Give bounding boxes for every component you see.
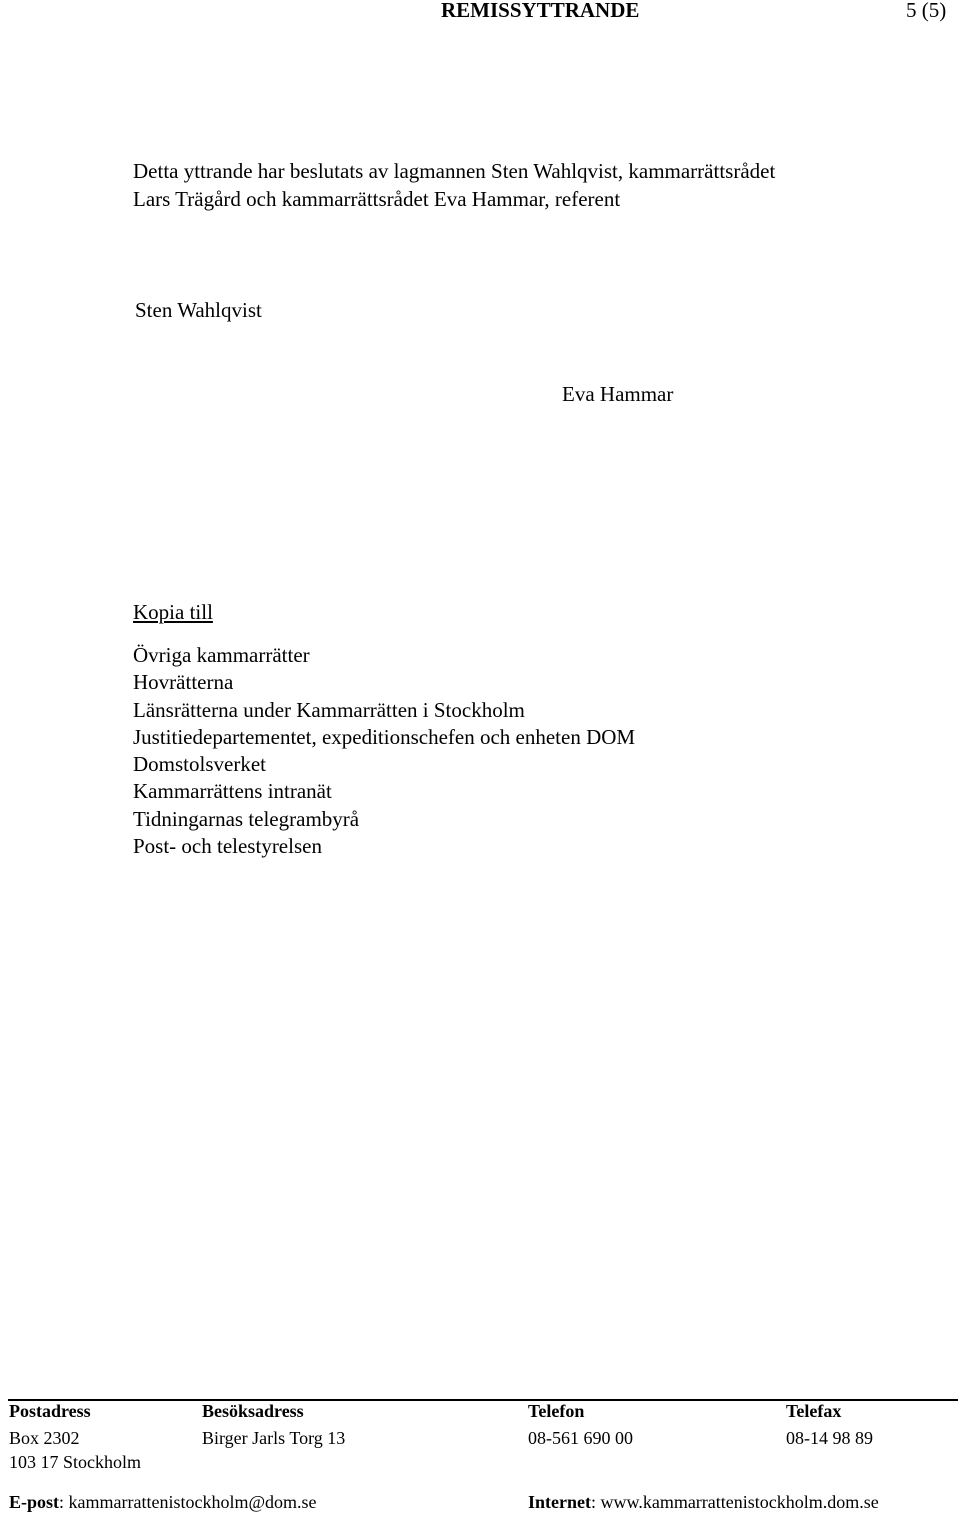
footer-epost-value: kammarrattenistockholm@dom.se bbox=[68, 1492, 317, 1512]
footer-internet-label: Internet bbox=[528, 1492, 591, 1512]
recipient-item: Post- och telestyrelsen bbox=[133, 834, 322, 859]
footer-internet-value: www.kammarrattenistockholm.dom.se bbox=[600, 1492, 879, 1512]
decision-line-1: Detta yttrande har beslutats av lagmannen Sten Wahlqvist, kammarrättsrådet bbox=[133, 159, 776, 183]
footer-postadress-box: Box 2302 bbox=[9, 1428, 80, 1448]
footer-internet: Internet: www.kammarrattenistockholm.dom.se bbox=[528, 1492, 879, 1512]
footer-epost-label: E-post bbox=[9, 1492, 60, 1512]
recipient-item: Justitiedepartementet, expeditionschefen och enheten DOM bbox=[133, 724, 636, 749]
recipient-item: Tidningarnas telegrambyrå bbox=[133, 806, 360, 831]
footer-postadress-label: Postadress bbox=[9, 1401, 91, 1421]
decision-line-2: Lars Trägård och kammarrättsrådet Eva Hammar, referent bbox=[133, 187, 621, 211]
recipient-item: Domstolsverket bbox=[133, 752, 266, 777]
footer-telefon-label: Telefon bbox=[528, 1401, 585, 1421]
footer-telefon-value: 08-561 690 00 bbox=[528, 1428, 633, 1448]
recipient-item: Länsrätterna under Kammarrätten i Stockholm bbox=[133, 697, 525, 722]
page-number: 5 (5) bbox=[906, 0, 947, 22]
signature-sten-wahlqvist: Sten Wahlqvist bbox=[135, 298, 262, 322]
signature-eva-hammar: Eva Hammar bbox=[562, 382, 674, 406]
recipient-item: Övriga kammarrätter bbox=[133, 643, 310, 667]
document-type-title: REMISSYTTRANDE bbox=[441, 0, 640, 22]
recipient-item: Kammarrättens intranät bbox=[133, 779, 332, 804]
recipient-item: Hovrätterna bbox=[133, 670, 234, 695]
footer-besoksadress-label: Besöksadress bbox=[202, 1401, 304, 1421]
copies-recipient-list bbox=[133, 642, 635, 860]
footer-epost: E-post: kammarrattenistockholm@dom.se bbox=[9, 1492, 317, 1512]
footer-besoksadress-value: Birger Jarls Torg 13 bbox=[202, 1428, 346, 1448]
footer-telefax-label: Telefax bbox=[786, 1401, 842, 1421]
copies-heading: Kopia till bbox=[133, 600, 213, 624]
footer-telefax-value: 08-14 98 89 bbox=[786, 1428, 873, 1448]
footer-postadress-city: 103 17 Stockholm bbox=[9, 1452, 142, 1472]
